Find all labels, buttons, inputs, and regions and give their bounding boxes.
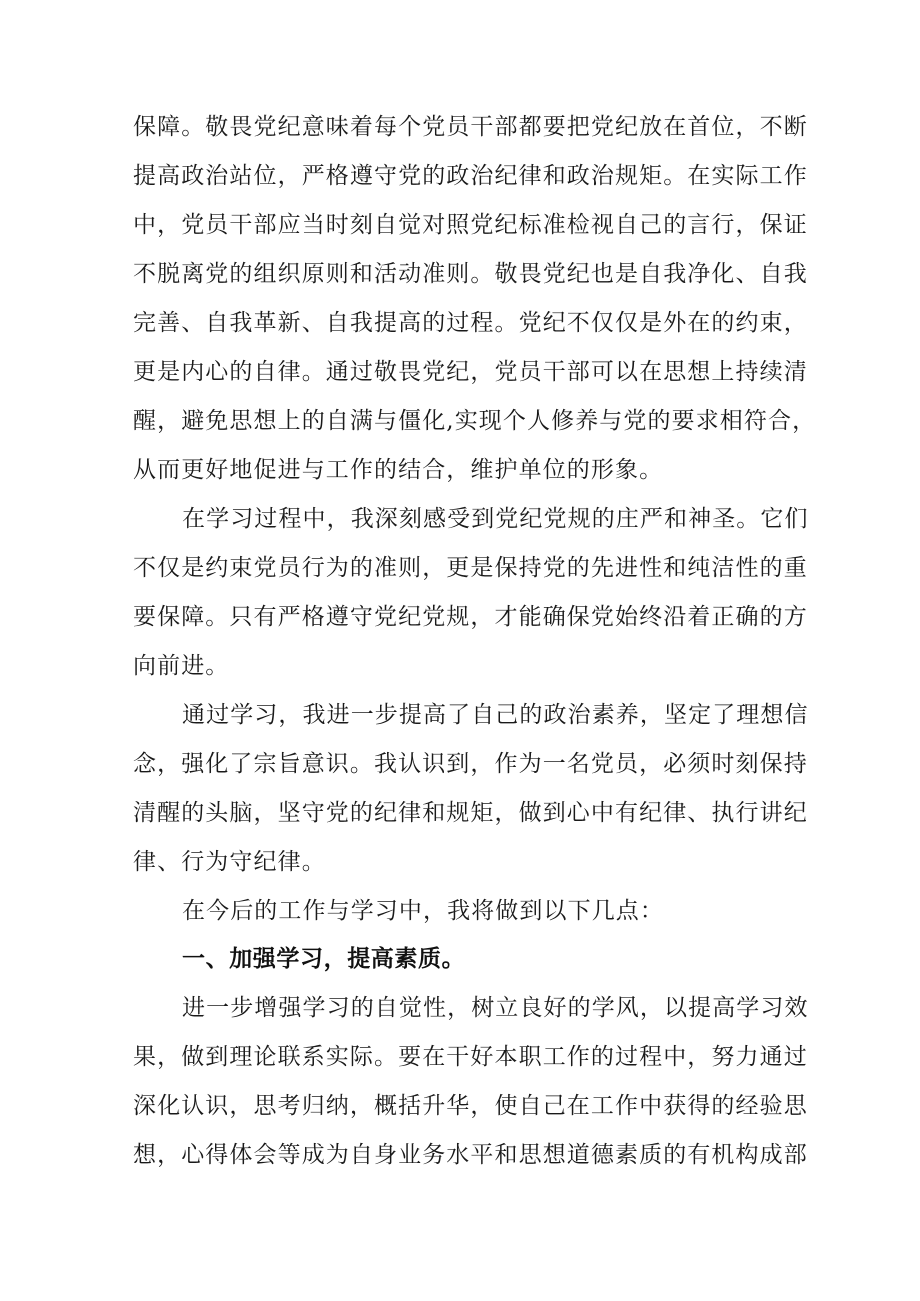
paragraph-line: 在今后的工作与学习中，我将做到以下几点： (182, 898, 664, 924)
paragraph-line: 深化认识，思考归纳，概括升华，使自己在工作中获得的经验思 (133, 1093, 808, 1119)
paragraph-line: 中，党员干部应当时刻自觉对照党纪标准检视自己的言行，保证 (133, 212, 808, 238)
paragraph-line: 进一步增强学习的自觉性，树立良好的学风，以提高学习效 (182, 995, 809, 1021)
paragraph-line: 向前进。 (133, 653, 230, 679)
paragraph-line: 保障。敬畏党纪意味着每个党员干部都要把党纪放在首位，不断 (133, 114, 808, 140)
paragraph-line: 醒，避免思想上的自满与僵化,实现个人修养与党的要求相符合， (133, 408, 817, 434)
paragraph-line: 在学习过程中，我深刻感受到党纪党规的庄严和神圣。它们 (182, 506, 809, 532)
paragraph-line: 清醒的头脑，坚守党的纪律和规矩，做到心中有纪律、执行讲纪 (133, 800, 808, 826)
paragraph-line: 完善、自我革新、自我提高的过程。党纪不仅仅是外在的约束， (133, 310, 808, 336)
paragraph-line: 通过学习，我进一步提高了自己的政治素养，坚定了理想信 (182, 702, 809, 728)
paragraph-line: 从而更好地促进与工作的结合，维护单位的形象。 (133, 457, 664, 483)
paragraph-line: 更是内心的自律。通过敬畏党纪，党员干部可以在思想上持续清 (133, 359, 808, 385)
paragraph-line: 不仅是约束党员行为的准则，更是保持党的先进性和纯洁性的重 (133, 555, 808, 581)
paragraph-line: 不脱离党的组织原则和活动准则。敬畏党纪也是自我净化、自我 (133, 261, 808, 287)
paragraph-line: 律、行为守纪律。 (133, 849, 326, 875)
paragraph-line: 念，强化了宗旨意识。我认识到，作为一名党员，必须时刻保持 (133, 751, 808, 777)
paragraph-line: 果，做到理论联系实际。要在干好本职工作的过程中，努力通过 (133, 1044, 808, 1070)
section-heading: 一、加强学习，提高素质。 (182, 946, 466, 972)
paragraph-line: 要保障。只有严格遵守党纪党规，才能确保党始终沿着正确的方 (133, 604, 808, 630)
paragraph-line: 想，心得体会等成为自身业务水平和思想道德素质的有机构成部 (133, 1142, 808, 1168)
paragraph-line: 提高政治站位，严格遵守党的政治纪律和政治规矩。在实际工作 (133, 163, 808, 189)
